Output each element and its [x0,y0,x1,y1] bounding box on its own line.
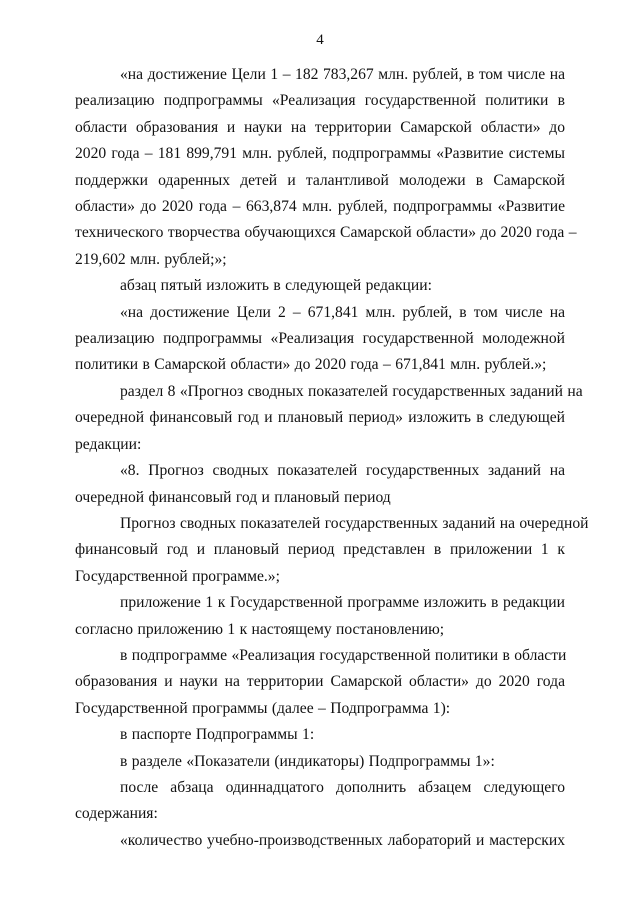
text-line: 219,602 млн. рублей;»; [75,250,227,268]
paragraph-labs-count [75,828,565,854]
text-line: области образования и науки на территории Самарской области» до [75,118,565,136]
text-line: абзац пятый изложить в следующей редакции: [120,277,432,295]
paragraph-goal-2-funding [75,300,565,379]
text-line: Государственной программы (далее – Подпрограмма 1): [75,699,451,717]
text-line: 2020 года – 181 899,791 млн. рублей, подпрограммы «Развитие системы [75,145,565,163]
text-line: в паспорте Подпрограммы 1: [120,726,315,744]
text-line: содержания: [75,805,158,823]
text-line: «8. Прогноз сводных показателей государственных заданий на [120,462,565,480]
text-line: реализацию подпрограммы «Реализация государственной политики в [75,92,565,110]
text-line: Государственной программе.»; [75,567,280,585]
text-line: в разделе «Показатели (индикаторы) Подпрограммы 1»: [120,752,495,770]
paragraph-subprogram-1 [75,643,565,722]
text-line: «на достижение Цели 1 – 182 783,267 млн. рублей, в том числе на [120,66,565,83]
text-line: после абзаца одиннадцатого дополнить абзацем следующего [120,778,565,796]
text-line: политики в Самарской области» до 2020 года – 671,841 млн. рублей.»; [75,356,547,374]
text-line: «количество учебно-производственных лабораторий и мастерских [120,831,565,849]
paragraph-indicators-section [75,749,565,775]
text-line: образования и науки на территории Самарской области» до 2020 года [75,673,565,691]
text-line: очередной финансовый год и плановый период» изложить в следующей [75,409,565,427]
page-number: 4 [316,32,324,48]
text-line: согласно приложению 1 к настоящему постановлению; [75,620,445,638]
paragraph-forecast [75,511,589,590]
text-line: реализацию подпрограммы «Реализация государственной молодежной [75,330,565,348]
text-line: области» до 2020 года – 663,874 млн. рублей, подпрограммы «Развитие [75,198,565,216]
text-line: приложение 1 к Государственной программе изложить в редакции [120,594,565,612]
document-body [75,62,589,854]
text-line: в подпрограмме «Реализация государственной политики в области [120,646,567,664]
paragraph-goal-1-funding [75,62,577,273]
text-line: технического творчества обучающихся Самарской области» до 2020 года – [75,224,577,242]
paragraph-passport [75,722,565,748]
text-line: раздел 8 «Прогноз сводных показателей государственных заданий на [120,382,583,400]
paragraph-after-eleventh [75,775,565,828]
paragraph-appendix-1 [75,590,565,643]
text-line: очередной финансовый год и плановый период [75,488,391,506]
paragraph-fifth-abzac [75,273,565,299]
text-line: «на достижение Цели 2 – 671,841 млн. рублей, в том числе на [120,303,565,321]
paragraph-section-8-heading [75,458,565,511]
text-line: финансовый год и плановый период представлен в приложении 1 к [75,541,565,559]
text-line: Прогноз сводных показателей государственных заданий на очередной [120,514,589,532]
text-line: редакции: [75,435,142,453]
text-line: поддержки одаренных детей и талантливой молодежи в Самарской [75,171,565,189]
paragraph-section-8 [75,379,583,458]
